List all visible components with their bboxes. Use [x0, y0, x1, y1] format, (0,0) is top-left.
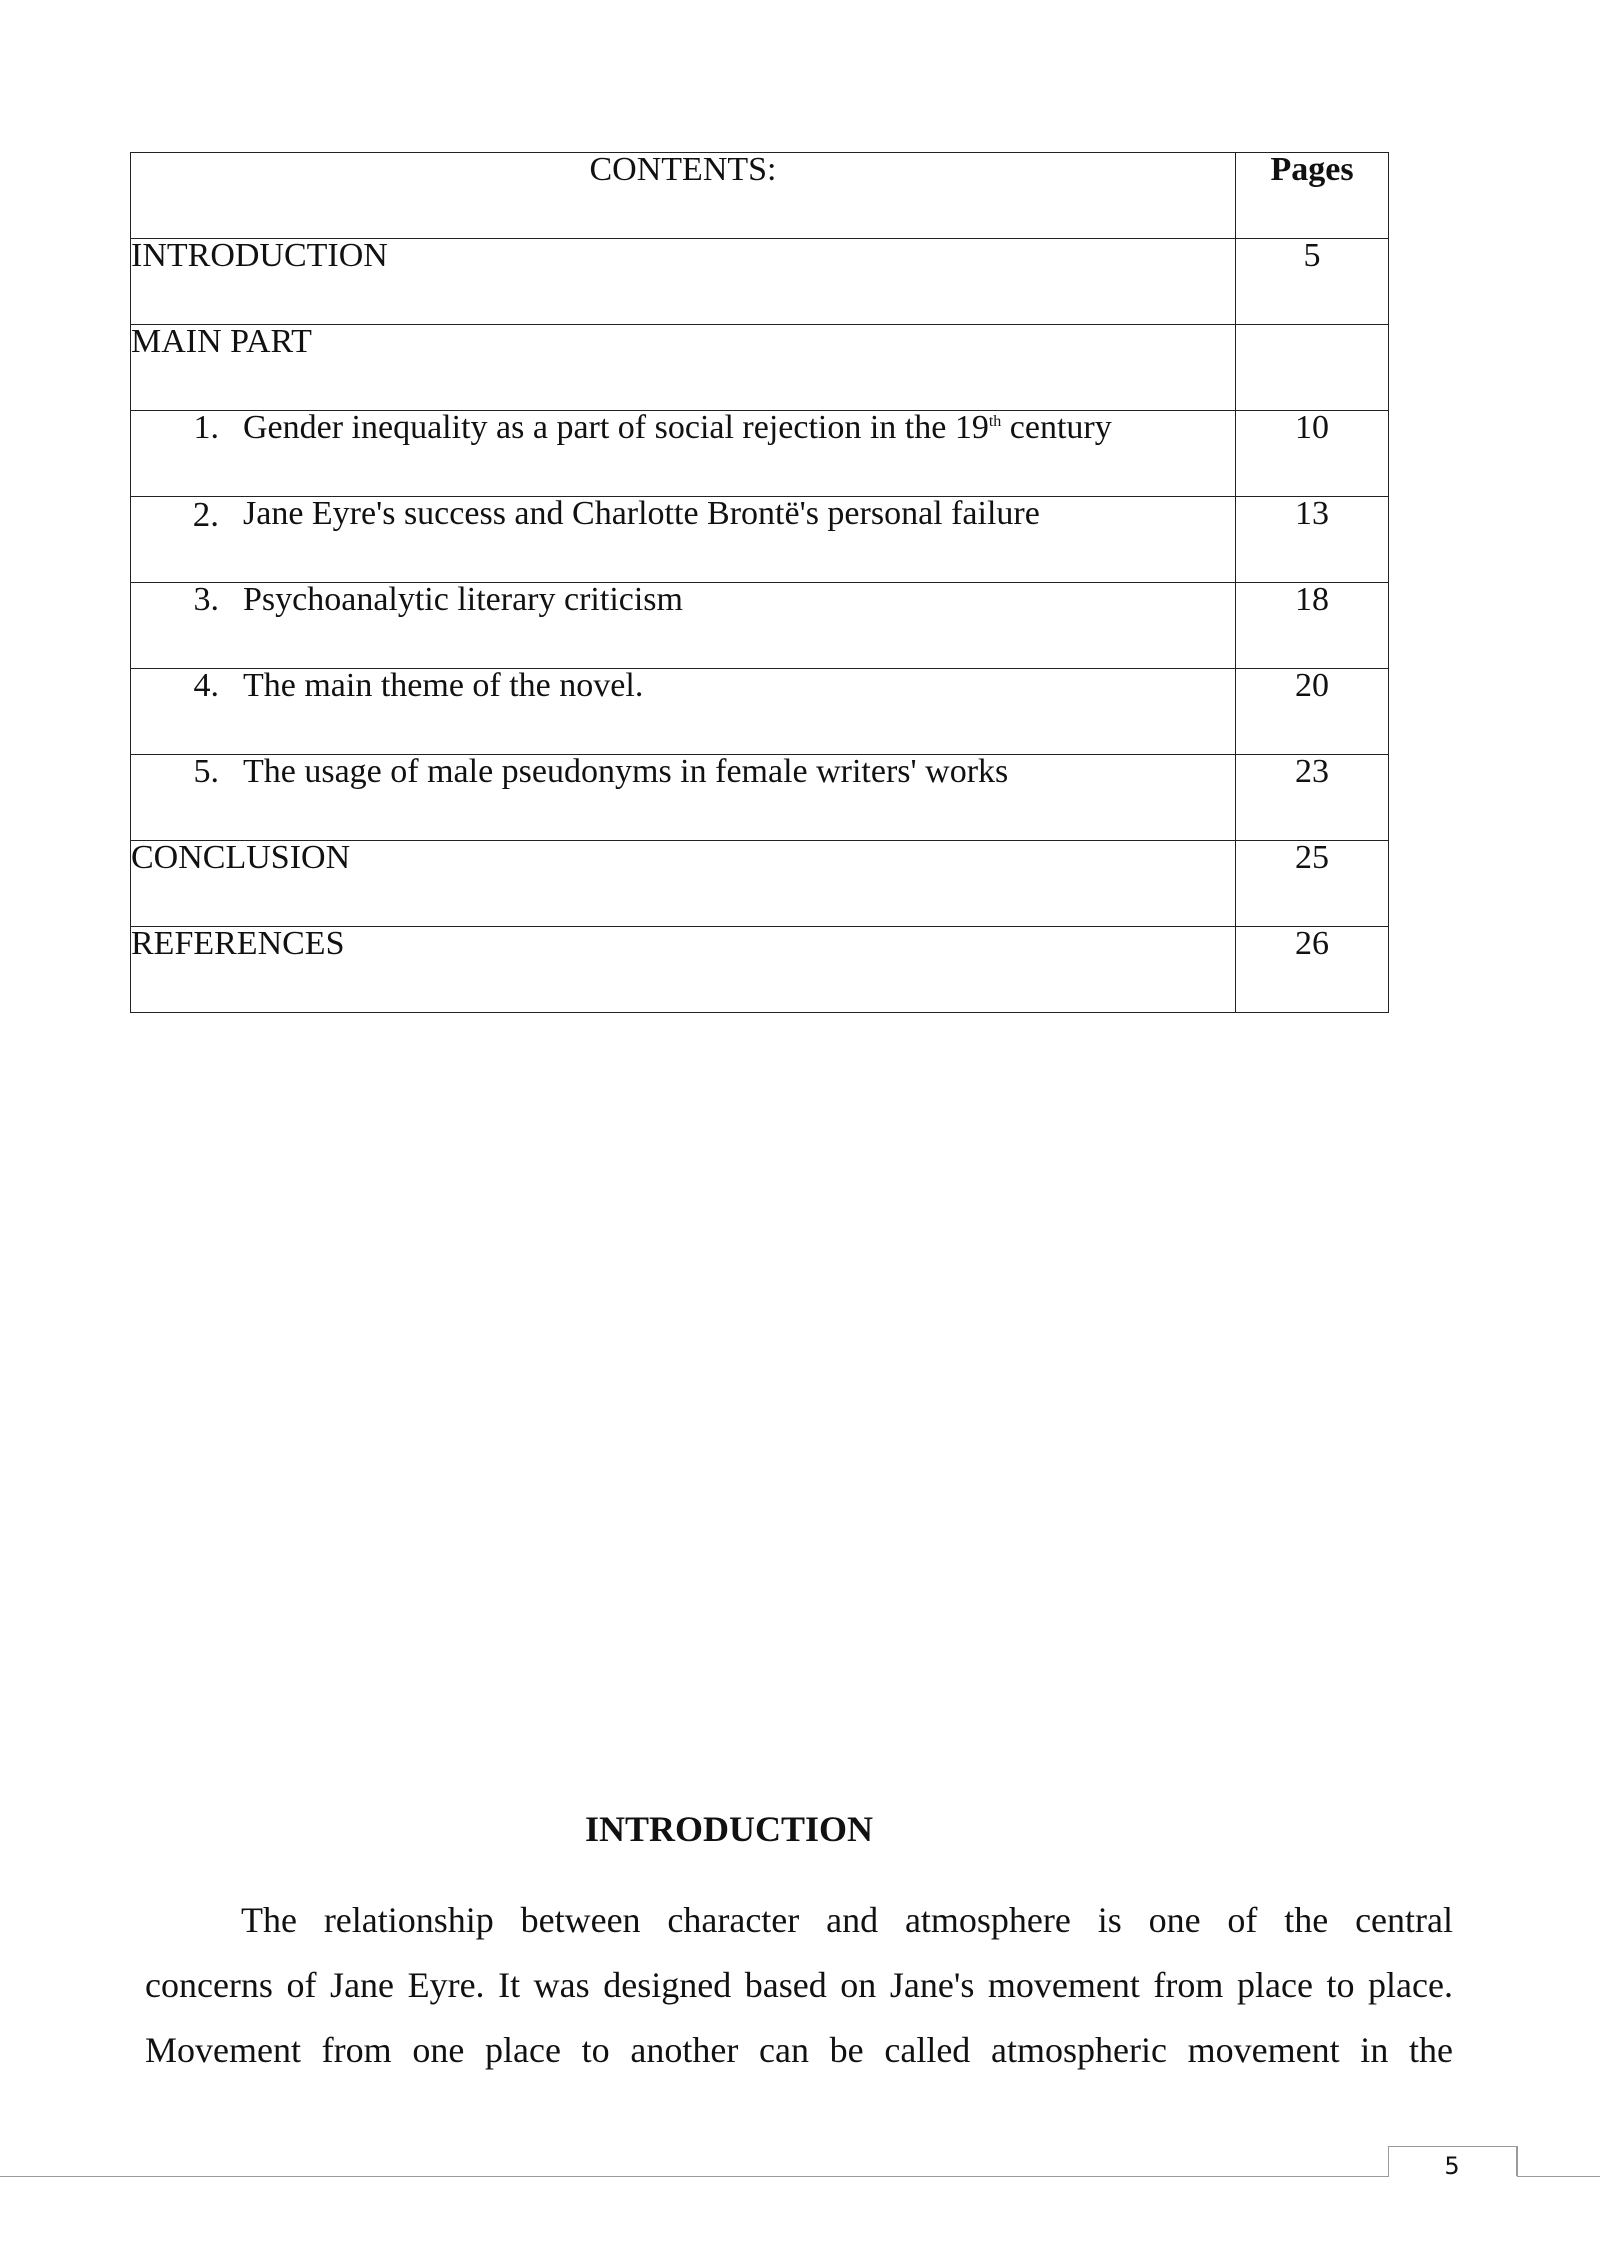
toc-item-index: 5. [193, 753, 219, 790]
paragraph-line: Movement from one place to another can be called atmospheric movement in the [145, 2030, 1453, 2070]
table-row [131, 669, 1389, 755]
toc-item-index: 1. [193, 409, 219, 446]
toc-item-label: Jane Eyre's success and Charlotte Brontë's personal failure [243, 495, 1040, 532]
contents-header-row [131, 153, 1389, 239]
table-row [131, 841, 1389, 927]
toc-item-text-after: century [1001, 409, 1112, 446]
toc-item-index: 3. [193, 581, 219, 618]
toc-item-index: 4. [193, 667, 219, 704]
toc-page-number: 5 [1236, 239, 1389, 325]
table-row [131, 411, 1389, 497]
toc-item-text: Gender inequality as a part of social rejection in the 19 [243, 409, 989, 446]
introduction-paragraph [145, 1888, 1453, 2083]
toc-item-label: Psychoanalytic literary criticism [243, 581, 683, 618]
toc-section-label: CONCLUSION [131, 841, 1236, 927]
paragraph-line: concerns of Jane Eyre. It was designed based on Jane's movement from place to place. [145, 1965, 1453, 2005]
contents-title: CONTENTS: [131, 153, 1236, 239]
toc-section-label: REFERENCES [131, 927, 1236, 1013]
page-tab-edge [1516, 2146, 1600, 2176]
toc-page-number: 23 [1236, 755, 1389, 841]
table-row [131, 755, 1389, 841]
table-row [131, 239, 1389, 325]
toc-item-label: The main theme of the novel. [243, 667, 644, 704]
table-row [131, 583, 1389, 669]
toc-item-cell [131, 497, 1236, 583]
page-number: 5 [1444, 2152, 1460, 2180]
toc-section-label: INTRODUCTION [131, 239, 1236, 325]
toc-page-number: 18 [1236, 583, 1389, 669]
toc-item-label [243, 411, 1235, 445]
toc-page-number: 25 [1236, 841, 1389, 927]
toc-page-number: 13 [1236, 497, 1389, 583]
toc-page-number: 20 [1236, 669, 1389, 755]
toc-item-cell [131, 583, 1236, 669]
toc-page-number: 10 [1236, 411, 1389, 497]
pages-header: Pages [1236, 153, 1389, 239]
toc-page-number: 26 [1236, 927, 1389, 1013]
toc-item-cell [131, 411, 1236, 497]
table-row [131, 325, 1389, 411]
superscript: th [988, 413, 1002, 430]
toc-item-label: The usage of male pseudonyms in female writers' works [243, 753, 1009, 790]
toc-item-cell [131, 669, 1236, 755]
table-row [131, 927, 1389, 1013]
toc-item-index: 2. [192, 495, 219, 534]
contents-table [130, 152, 1389, 1013]
footer-divider [0, 2176, 1600, 2177]
paragraph-line: The relationship between character and atmosphere is one of the central [241, 1900, 1453, 1940]
table-row [131, 497, 1389, 583]
toc-page-number [1236, 325, 1389, 411]
introduction-heading: INTRODUCTION [584, 1809, 874, 1849]
toc-item-cell [131, 755, 1236, 841]
toc-section-label: MAIN PART [131, 325, 1236, 411]
